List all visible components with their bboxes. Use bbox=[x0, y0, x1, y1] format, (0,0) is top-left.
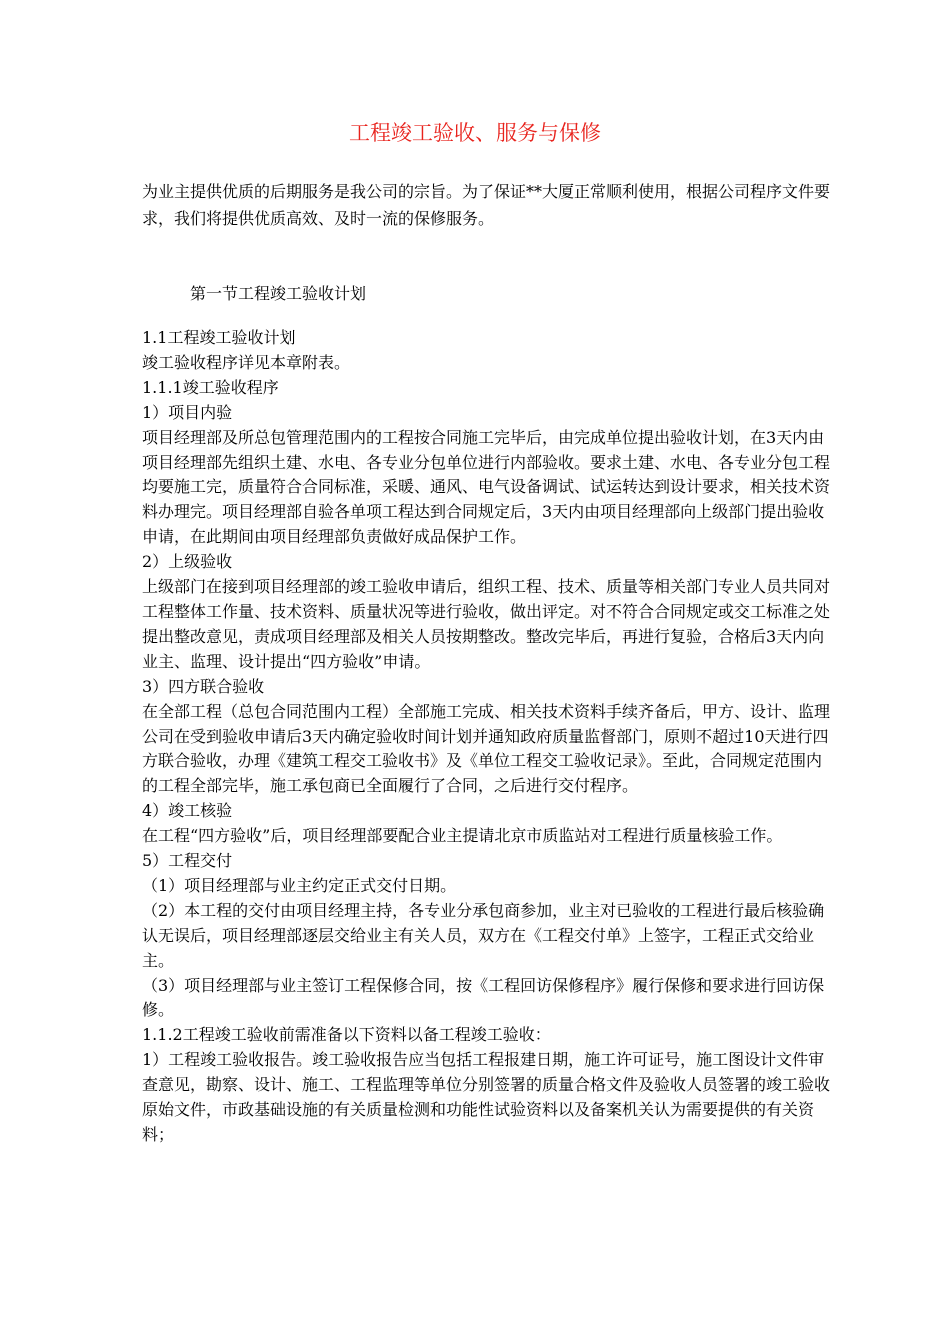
paragraph: 上级部门在接到项目经理部的竣工验收申请后，组织工程、技术、质量等相关部门专业人员共同对工程整体工作量、技术资料、质量状况等进行验收，做出评定。对不符合合同规定或交工标准之处提出整改意见，责成项目经理部及相关人员按期整改。整改完毕后，再进行复验，合格后3天内向业主、监理、设计提出“四方验收”申请。 bbox=[142, 577, 831, 671]
item-heading: 3）四方联合验收 bbox=[142, 676, 265, 696]
document-title: 工程竣工验收、服务与保修 bbox=[349, 121, 601, 145]
body-text bbox=[142, 326, 832, 1148]
subsection-heading: 1.1.1竣工验收程序 bbox=[142, 377, 279, 397]
list-item: （3）项目经理部与业主签订工程保修合同，按《工程回访保修程序》履行保修和要求进行回访保修。 bbox=[142, 975, 825, 1020]
paragraph: 在工程“四方验收”后，项目经理部要配合业主提请北京市质监站对工程进行质量核验工作。 bbox=[142, 826, 783, 846]
item-heading: 5）工程交付 bbox=[142, 851, 233, 871]
item-heading: 1）项目内验 bbox=[142, 402, 233, 422]
paragraph: 在全部工程（总包合同范围内工程）全部施工完成、相关技术资料手续齐备后，甲方、设计、监理公司在受到验收申请后3天内确定验收时间计划并通知政府质量监督部门，原则不超过10天进行四方联合验收，办理《建筑工程交工验收书》及《单位工程交工验收记录》。至此，合同规定范围内的工程全部完毕，施工承包商已全面履行了合同，之后进行交付程序。 bbox=[142, 701, 831, 796]
section-heading: 第一节工程竣工验收计划 bbox=[190, 284, 367, 303]
list-item: （2）本工程的交付由项目经理主持，各专业分承包商参加，业主对已验收的工程进行最后核验确认无误后，项目经理部逐层交给业主有关人员，双方在《工程交付单》上签字，工程正式交给业主。 bbox=[142, 900, 825, 970]
item-heading: 4）竣工核验 bbox=[142, 801, 233, 821]
paragraph: 项目经理部及所总包管理范围内的工程按合同施工完毕后，由完成单位提出验收计划，在3天内由项目经理部先组织土建、水电、各专业分包单位进行内部验收。要求土建、水电、各专业分包工程均要施工完，质量符合合同标准，采暖、通风、电气设备调试、试运转达到设计要求，相关技术资料办理完。项目经理部自验各单项工程达到合同规定后，3天内由项目经理部向上级部门提出验收申请，在此期间由项目经理部负责做好成品保护工作。 bbox=[142, 427, 831, 547]
paragraph: 1）工程竣工验收报告。竣工验收报告应当包括工程报建日期，施工许可证号，施工图设计文件审查意见，勘察、设计、施工、工程监理等单位分别签署的质量合格文件及验收人员签署的竣工验收原始文件，市政基础设施的有关质量检测和功能性试验资料以及备案机关认为需要提供的有关资料； bbox=[142, 1050, 831, 1144]
list-item: （1）项目经理部与业主约定正式交付日期。 bbox=[142, 875, 457, 895]
intro-paragraph: 为业主提供优质的后期服务是我公司的宗旨。为了保证**大厦正常顺利使用，根据公司程序文件要求，我们将提供优质高效、及时一流的保修服务。 bbox=[142, 182, 831, 228]
item-heading: 2）上级验收 bbox=[142, 552, 233, 572]
subsection-heading: 1.1.2工程竣工验收前需准备以下资料以备工程竣工验收： bbox=[142, 1025, 551, 1045]
subsection-heading: 1.1工程竣工验收计划 bbox=[142, 328, 296, 347]
paragraph: 竣工验收程序详见本章附表。 bbox=[142, 352, 351, 372]
